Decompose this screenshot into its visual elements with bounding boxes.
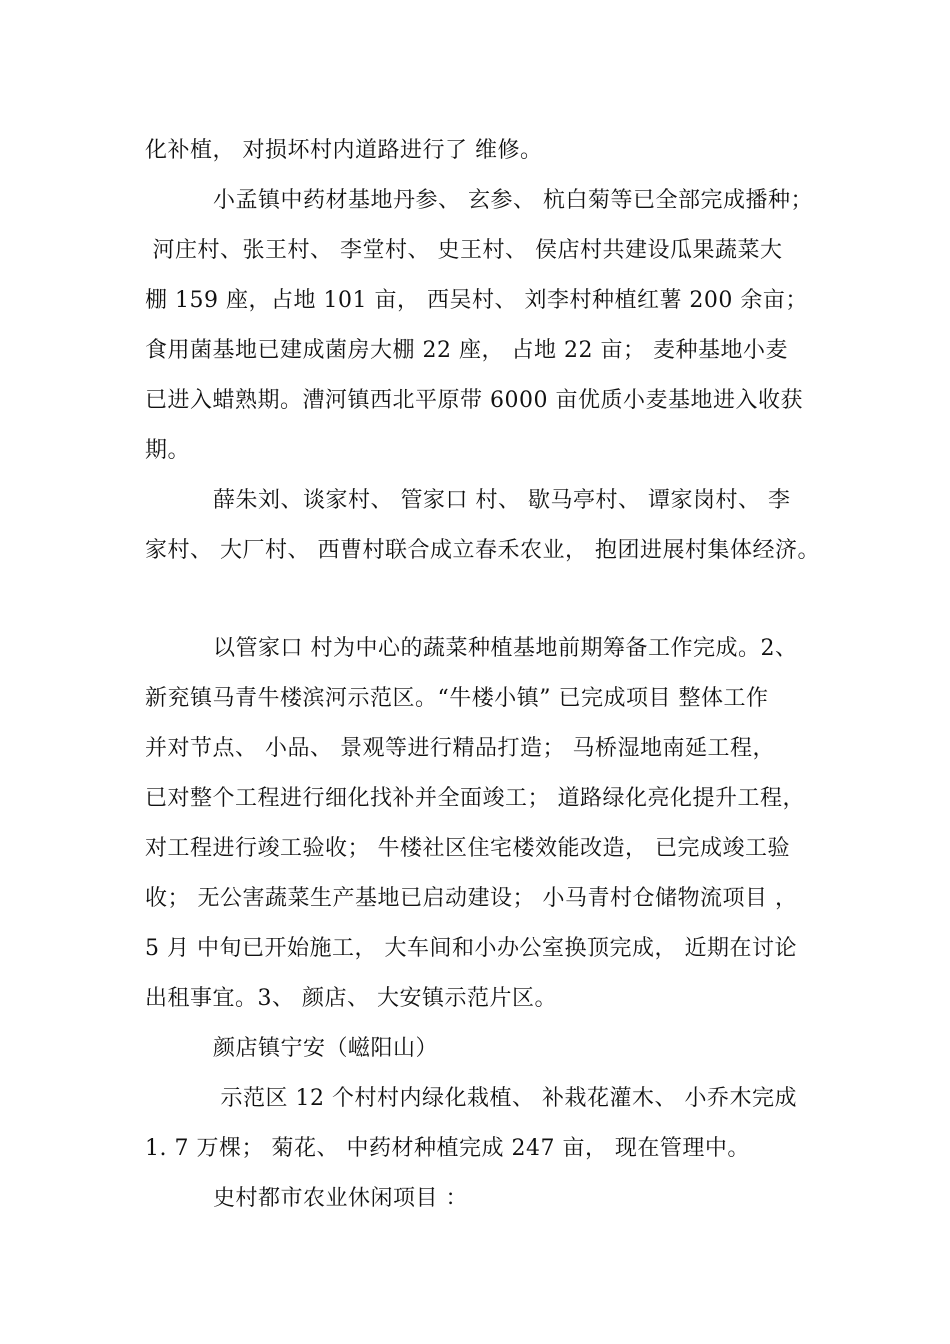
paragraph-line: 食用菌基地已建成菌房大棚 22 座， 占地 22 亩； 麦种基地小麦 (145, 338, 788, 363)
paragraph-line: 河庄村、张王村、 李堂村、 史王村、 侯店村共建设瓜果蔬菜大 (145, 238, 783, 263)
paragraph-line: 1. 7 万棵； 菊花、 中药材种植完成 247 亩， 现在管理中。 (145, 1136, 750, 1161)
paragraph-line: 家村、 大厂村、 西曹村联合成立春禾农业， 抱团进展村集体经济。 (145, 538, 820, 563)
paragraph-line: 小孟镇中药材基地丹参、 玄参、 杭白菊等已全部完成播种； (213, 188, 813, 213)
paragraph-line: 薛朱刘、谈家村、 管家口 村、 歇马亭村、 谭家岗村、 李 (213, 488, 791, 513)
paragraph-line: 新兖镇马青牛楼滨河示范区。“牛楼小镇” 已完成项目 整体工作 (145, 686, 769, 711)
paragraph-line: 收； 无公害蔬菜生产基地已启动建设； 小马青村仓储物流项目 ， (145, 886, 798, 911)
paragraph-line: 化补植， 对损坏村内道路进行了 维修。 (145, 138, 543, 163)
paragraph-line: 已对整个工程进行细化找补并全面竣工； 道路绿化亮化提升工程， (145, 786, 805, 811)
paragraph-line: 对工程进行竣工验收； 牛楼社区住宅楼效能改造， 已完成竣工验 (145, 836, 790, 861)
paragraph-line: 颜店镇宁安（嵫阳山） (213, 1036, 439, 1061)
paragraph-line: 5 月 中旬已开始施工， 大车间和小办公室换顶完成， 近期在讨论 (145, 936, 797, 961)
paragraph-line: 棚 159 座，占地 101 亩， 西吴村、 刘李村种植红薯 200 余亩； (145, 288, 808, 313)
paragraph-line: 并对节点、 小品、 景观等进行精品打造； 马桥湿地南延工程， (145, 736, 775, 761)
paragraph-line: 出租事宜。3、 颜店、 大安镇示范片区。 (145, 986, 557, 1011)
paragraph-line: 期。 (145, 438, 191, 463)
paragraph-line: 已进入蜡熟期。漕河镇西北平原带 6000 亩优质小麦基地进入收获 (145, 388, 803, 413)
paragraph-line: 史村都市农业休闲项目 ： (213, 1186, 468, 1211)
paragraph-line: 示范区 12 个村村内绿化栽植、 补栽花灌木、 小乔木完成 (213, 1086, 797, 1111)
paragraph-line: 以管家口 村为中心的蔬菜种植基地前期筹备工作完成。2、 (213, 636, 798, 661)
